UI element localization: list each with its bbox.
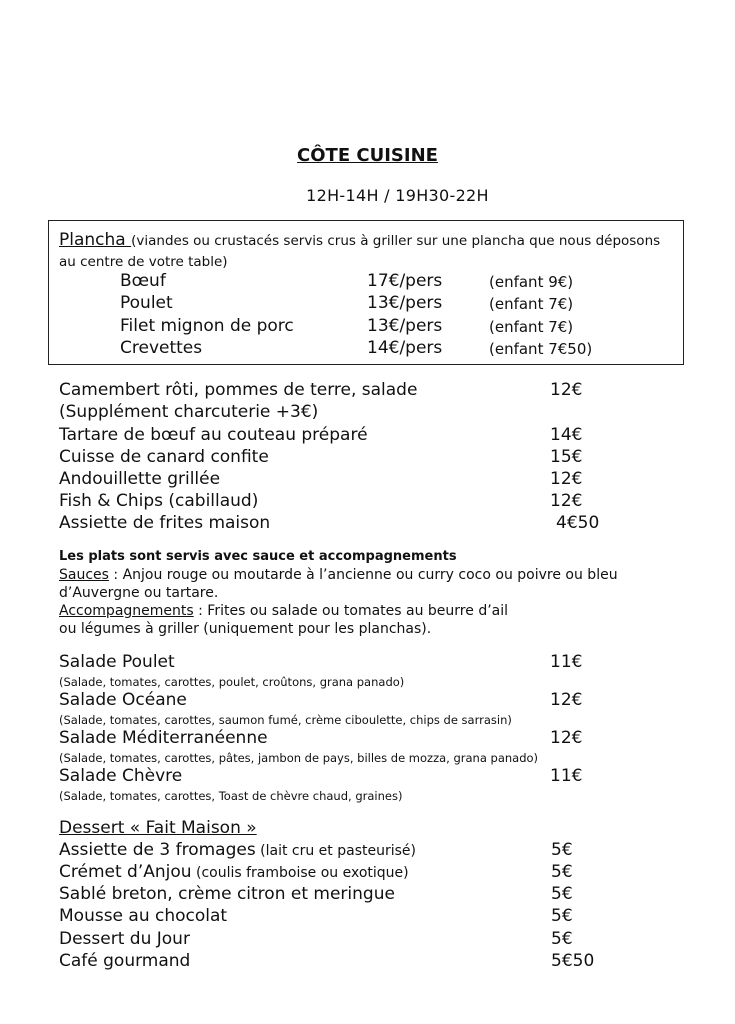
plancha-description: (viandes ou crustacés servis crus à griller sur une plancha que nous déposons au centre de votre table) [59,233,661,270]
dessert-price: 5€ [551,906,573,926]
main-item-price: 12€ [550,491,583,511]
salad-name: Salade Poulet [59,652,175,672]
salad-description: (Salade, tomates, carottes, saumon fumé, crème ciboulette, chips de sarrasin) [59,713,512,727]
dessert-name: Assiette de 3 fromages [59,840,256,860]
main-item-price: 15€ [550,447,583,467]
plancha-item-child-price: (enfant 9€) [489,273,574,291]
plancha-item [49,271,685,293]
dessert-note: (coulis framboise ou exotique) [191,865,409,881]
salad-price: 11€ [550,652,583,672]
sauces-line [59,567,618,583]
dessert-item [59,951,190,971]
main-item-name: Fish & Chips (cabillaud) [59,491,259,511]
salad-description: (Salade, tomates, carottes, pâtes, jambon de pays, billes de mozza, grana panado) [59,751,539,765]
page-title: CÔTE CUISINE [297,145,438,166]
dessert-price: 5€ [551,840,573,860]
dessert-item [59,862,409,882]
main-item-price: 4€50 [556,513,600,533]
desserts-heading: Dessert « Fait Maison » [59,818,257,838]
sauces-line-continued: d’Auvergne ou tartare. [59,585,219,601]
main-item-name: Tartare de bœuf au couteau préparé [59,425,368,445]
salad-name: Salade Océane [59,690,187,710]
plancha-item-price: 17€/pers [367,271,443,291]
salad-description: (Salade, tomates, carottes, Toast de chèvre chaud, graines) [59,789,403,803]
salad-price: 11€ [550,766,583,786]
plancha-item-price: 13€/pers [367,316,443,336]
dessert-item [59,840,416,860]
served-with-heading: Les plats sont servis avec sauce et accompagnements [59,549,457,564]
dessert-note: (lait cru et pasteurisé) [255,843,416,859]
main-item-name: Camembert rôti, pommes de terre, salade [59,380,418,400]
plancha-item-price: 13€/pers [367,293,443,313]
dessert-name: Crémet d’Anjou [59,862,192,882]
main-item-name: Assiette de frites maison [59,513,271,533]
main-item-price: 12€ [550,380,583,400]
sides-line [59,603,508,619]
plancha-label: Plancha [59,230,132,250]
plancha-section [48,220,684,365]
dessert-item [59,906,227,926]
plancha-item [49,293,685,315]
opening-hours: 12H-14H / 19H30-22H [306,186,489,205]
plancha-item [49,338,685,360]
plancha-item-name: Poulet [120,293,173,313]
salad-description: (Salade, tomates, carottes, poulet, croûtons, grana panado) [59,675,405,689]
plancha-item-child-price: (enfant 7€) [489,295,574,313]
main-item-name: Andouillette grillée [59,469,221,489]
dessert-price: 5€50 [551,951,595,971]
dessert-name: Dessert du Jour [59,929,190,949]
plancha-item-name: Filet mignon de porc [120,316,294,336]
plancha-item-name: Crevettes [120,338,203,358]
salad-price: 12€ [550,690,583,710]
dessert-price: 5€ [551,929,573,949]
sauces-text: : Anjou rouge ou moutarde à l’ancienne ou curry coco ou poivre ou bleu [108,567,618,583]
dessert-name: Sablé breton, crème citron et meringue [59,884,395,904]
plancha-item-child-price: (enfant 7€50) [489,340,593,358]
plancha-item-child-price: (enfant 7€) [489,318,574,336]
dessert-price: 5€ [551,884,573,904]
salad-name: Salade Méditerranéenne [59,728,268,748]
dessert-item [59,884,395,904]
dessert-name: Mousse au chocolat [59,906,228,926]
salad-price: 12€ [550,728,583,748]
dessert-name: Café gourmand [59,951,191,971]
plancha-header [59,230,679,273]
main-item-name: Cuisse de canard confite [59,447,269,467]
sides-line-continued: ou légumes à griller (uniquement pour les planchas). [59,621,432,637]
sides-label: Accompagnements [59,603,194,619]
plancha-item-price: 14€/pers [367,338,443,358]
dessert-item [59,929,190,949]
main-item-price: 14€ [550,425,583,445]
plancha-item-name: Bœuf [120,271,166,291]
plancha-item [49,316,685,338]
main-item-price: 12€ [550,469,583,489]
salad-name: Salade Chèvre [59,766,183,786]
sides-text: : Frites ou salade ou tomates au beurre d’ail [193,603,509,619]
sauces-label: Sauces [59,567,109,583]
dessert-price: 5€ [551,862,573,882]
main-item-supplement: (Supplément charcuterie +3€) [59,402,319,422]
